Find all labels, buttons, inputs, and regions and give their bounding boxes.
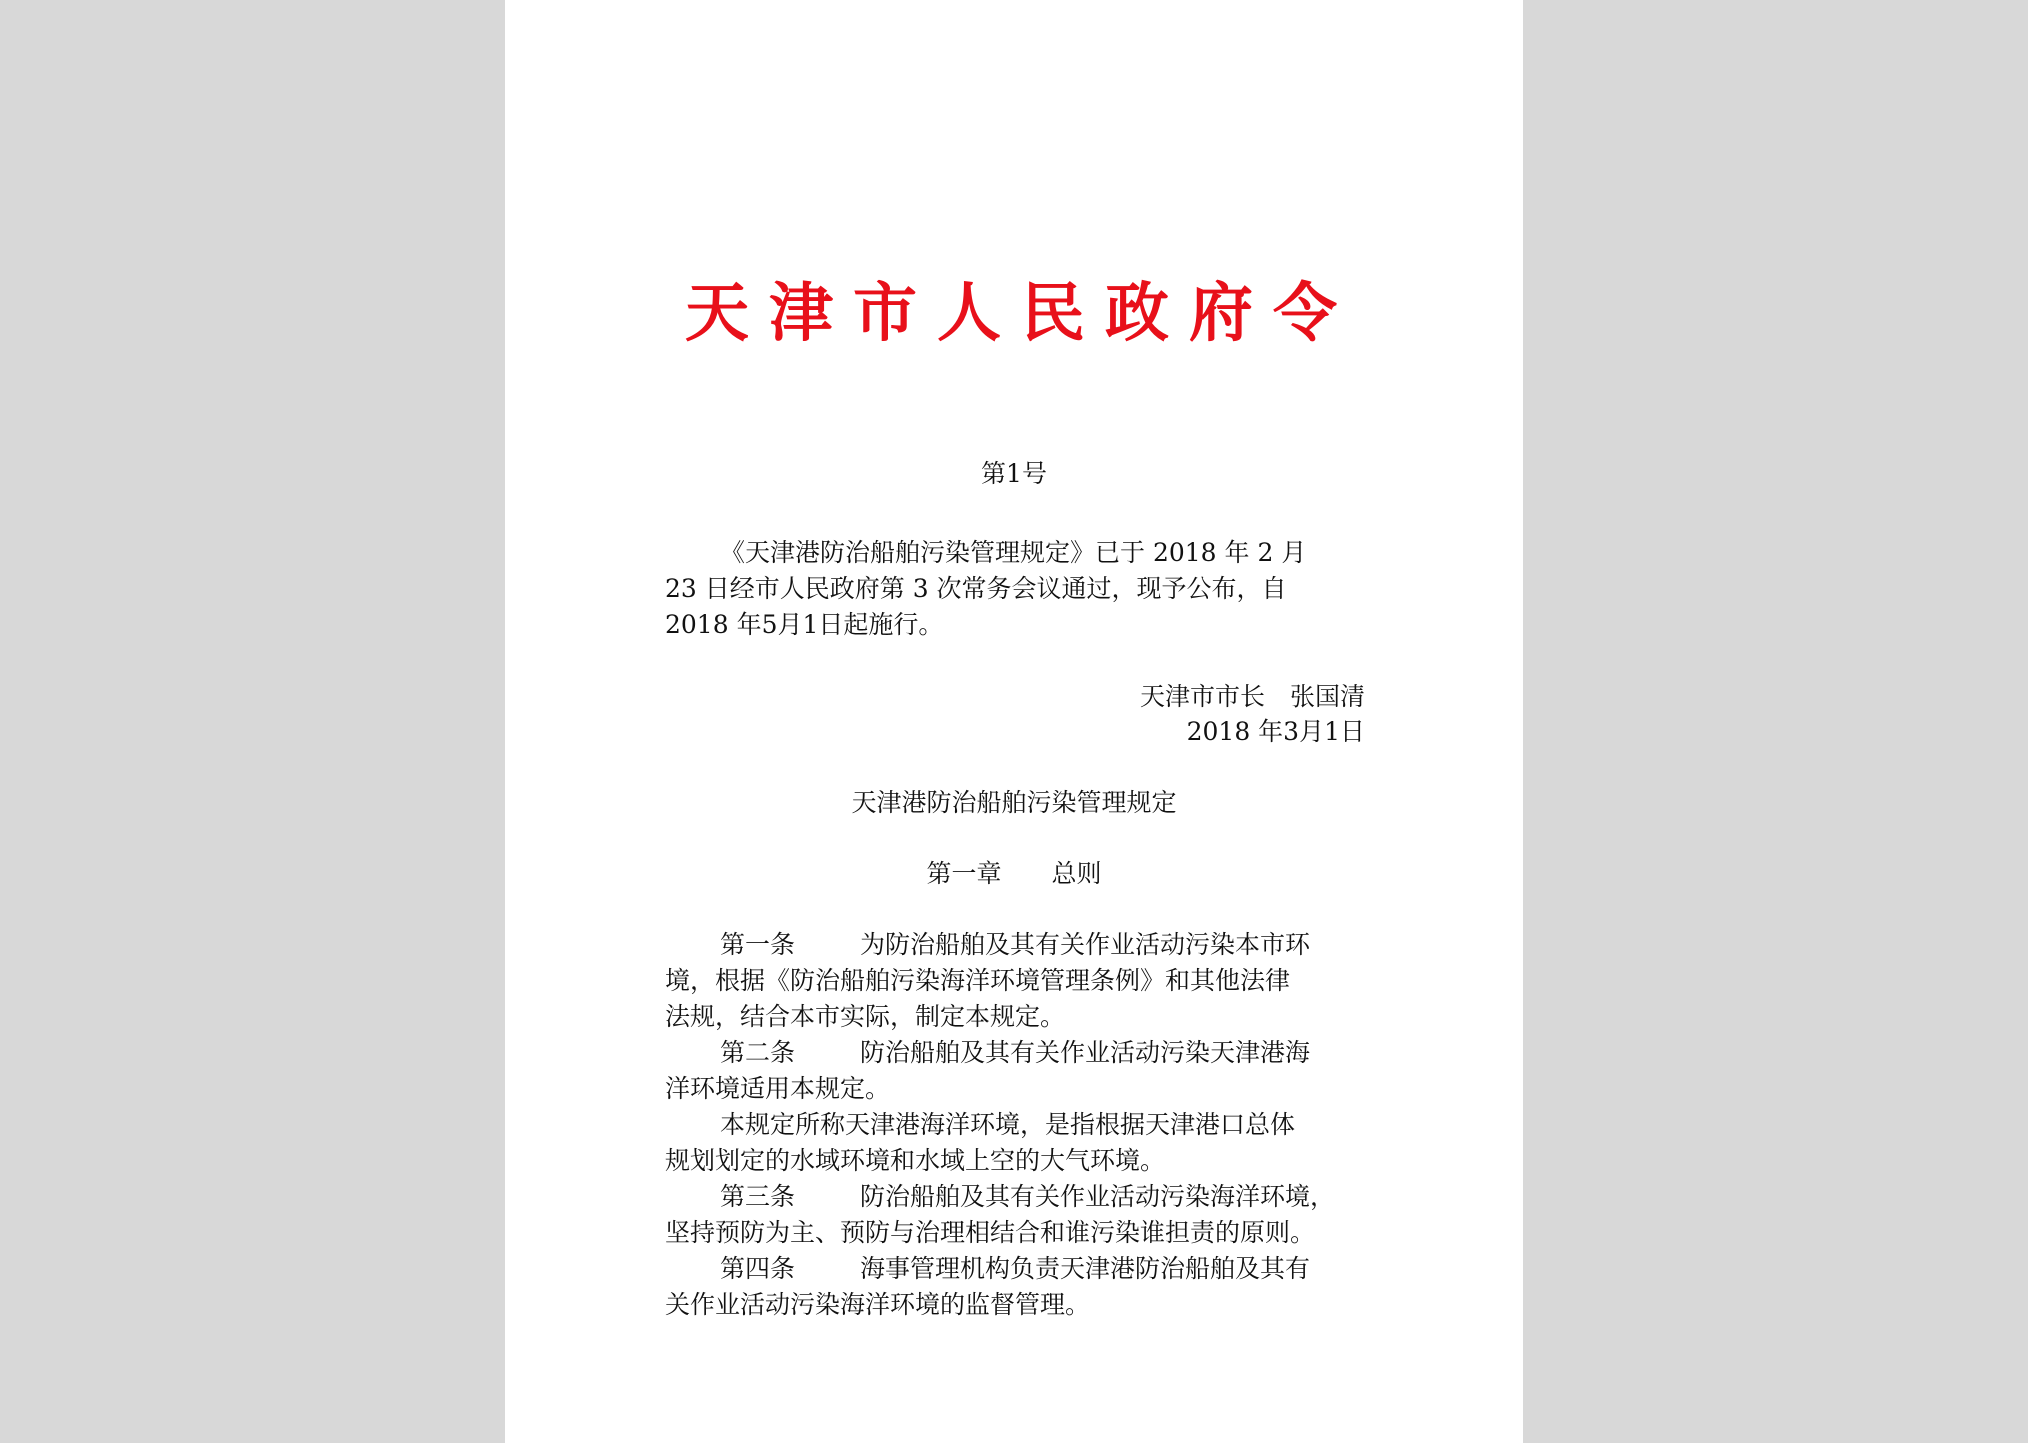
article-first-line: [720, 1035, 1310, 1071]
article-line: 洋环境适用本规定。: [665, 1074, 891, 1103]
article-text: 防治船舶及其有关作业活动污染海洋环境，: [860, 1182, 1336, 1211]
article-number: 第一条: [720, 930, 796, 959]
sign-date: 2018 年3月1日: [1186, 717, 1365, 746]
signatory: 天津市市长 张国清: [1139, 682, 1365, 711]
order-number: 第1号: [981, 459, 1047, 488]
chapter-heading: 第一章 总则: [926, 859, 1102, 888]
article-line: 境，根据《防治船舶污染海洋环境管理条例》和其他法律: [665, 966, 1291, 995]
article-first-line: [720, 1251, 1310, 1287]
promulgation-line: 2018 年5月1日起施行。: [665, 610, 944, 639]
paragraph-line: 本规定所称天津港海洋环境，是指根据天津港口总体: [720, 1110, 1296, 1139]
article-line: 法规，结合本市实际，制定本规定。: [665, 1002, 1066, 1031]
article-line: 坚持预防为主、预防与治理相结合和谁污染谁担责的原则。: [665, 1218, 1316, 1247]
document-page: [505, 0, 1523, 1443]
promulgation-line: 23 日经市人民政府第 3 次常务会议通过，现予公布，自: [665, 574, 1287, 603]
article-text: 防治船舶及其有关作业活动污染天津港海: [860, 1038, 1311, 1067]
article-text: 海事管理机构负责天津港防治船舶及其有: [860, 1254, 1311, 1283]
article-first-line: [720, 927, 1310, 963]
article-number: 第二条: [720, 1038, 796, 1067]
regulation-title: 天津港防治船舶污染管理规定: [851, 788, 1177, 817]
article-line: 关作业活动污染海洋环境的监督管理。: [665, 1290, 1091, 1319]
article-text: 为防治船舶及其有关作业活动污染本市环: [860, 930, 1311, 959]
promulgation-line: 《天津港防治船舶污染管理规定》已于 2018 年 2 月: [720, 538, 1307, 567]
paragraph-line: 规划划定的水域环境和水域上空的大气环境。: [665, 1146, 1166, 1175]
article-first-line: [720, 1179, 1335, 1215]
article-number: 第三条: [720, 1182, 796, 1211]
article-number: 第四条: [720, 1254, 796, 1283]
document-header-title: 天津市人民政府令: [685, 276, 1357, 351]
